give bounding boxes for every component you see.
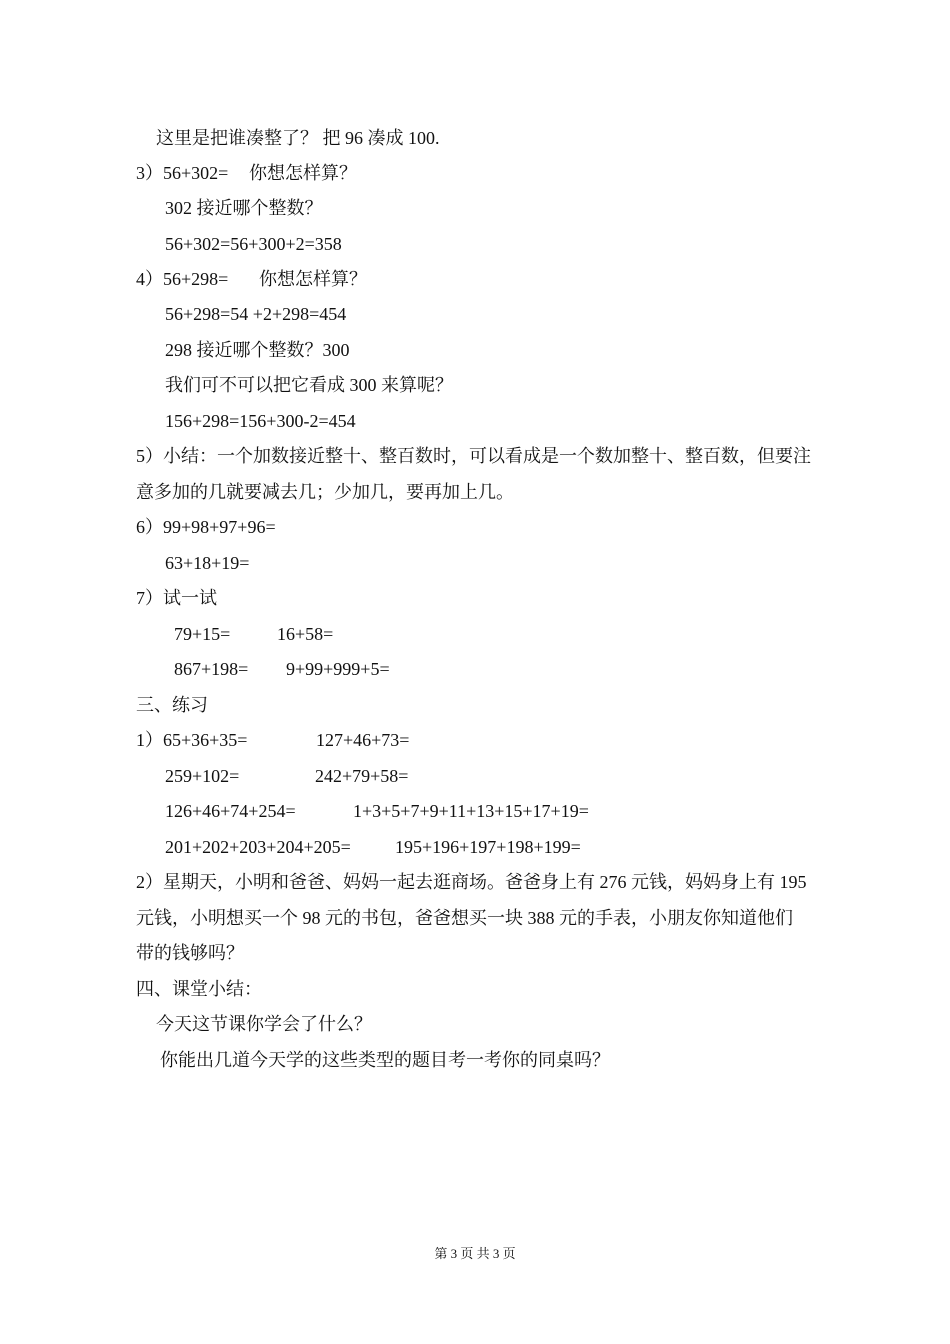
exercise-item: 9+99+999+5= xyxy=(286,659,390,679)
text-line: 今天这节课你学会了什么？ xyxy=(156,1014,372,1034)
text-line: 这里是把谁凑整了？ 把 96 凑成 100. xyxy=(156,128,440,148)
word-problem-line: 元钱，小明想买一个 98 元的书包，爸爸想买一块 388 元的手表，小朋友你知道他们 xyxy=(136,908,793,928)
text-line: 156+298=156+300-2=454 xyxy=(165,411,356,431)
word-problem-line: 2）星期天，小明和爸爸、妈妈一起去逛商场。爸爸身上有 276 元钱，妈妈身上有 195 xyxy=(136,872,807,892)
exercise-item: 127+46+73= xyxy=(316,730,410,750)
problem-4-expression: 4）56+298= xyxy=(136,269,229,289)
text-line: 298 接近哪个整数？300 xyxy=(165,340,350,360)
exercise-item: 1+3+5+7+9+11+13+15+17+19= xyxy=(353,801,589,821)
problem-4-question: 你想怎样算？ xyxy=(259,269,367,289)
text-line: 我们可不可以把它看成 300 来算呢？ xyxy=(165,375,453,395)
exercise-item: 1）65+36+35= xyxy=(136,730,248,750)
exercise-item: 195+196+197+198+199= xyxy=(395,837,581,857)
section-heading-summary: 四、课堂小结： xyxy=(136,979,262,999)
text-line: 你能出几道今天学的这些类型的题目考一考你的同桌吗？ xyxy=(160,1050,610,1070)
text-line: 63+18+19= xyxy=(165,553,250,573)
summary-line: 5）小结：一个加数接近整十、整百数时，可以看成是一个数加整十、整百数，但要注 xyxy=(136,446,811,466)
exercise-item: 16+58= xyxy=(277,624,334,644)
exercise-item: 867+198= xyxy=(174,659,249,679)
exercise-item: 259+102= xyxy=(165,766,240,786)
section-heading-practice: 三、练习 xyxy=(136,695,208,715)
exercise-item: 126+46+74+254= xyxy=(165,801,296,821)
summary-line: 意多加的几就要减去几；少加几，要再加上几。 xyxy=(136,482,514,502)
problem-7-heading: 7）试一试 xyxy=(136,588,217,608)
page-footer: 第 3 页 共 3 页 xyxy=(434,1246,516,1261)
problem-3-question: 你想怎样算？ xyxy=(249,163,357,183)
exercise-item: 201+202+203+204+205= xyxy=(165,837,351,857)
exercise-item: 79+15= xyxy=(174,624,231,644)
problem-3-expression: 3）56+302= xyxy=(136,163,229,183)
exercise-item: 242+79+58= xyxy=(315,766,409,786)
problem-6: 6）99+98+97+96= xyxy=(136,517,276,537)
text-line: 56+302=56+300+2=358 xyxy=(165,234,342,254)
text-line: 302 接近哪个整数？ xyxy=(165,198,323,218)
text-line: 56+298=54 +2+298=454 xyxy=(165,304,347,324)
word-problem-line: 带的钱够吗？ xyxy=(136,943,244,963)
